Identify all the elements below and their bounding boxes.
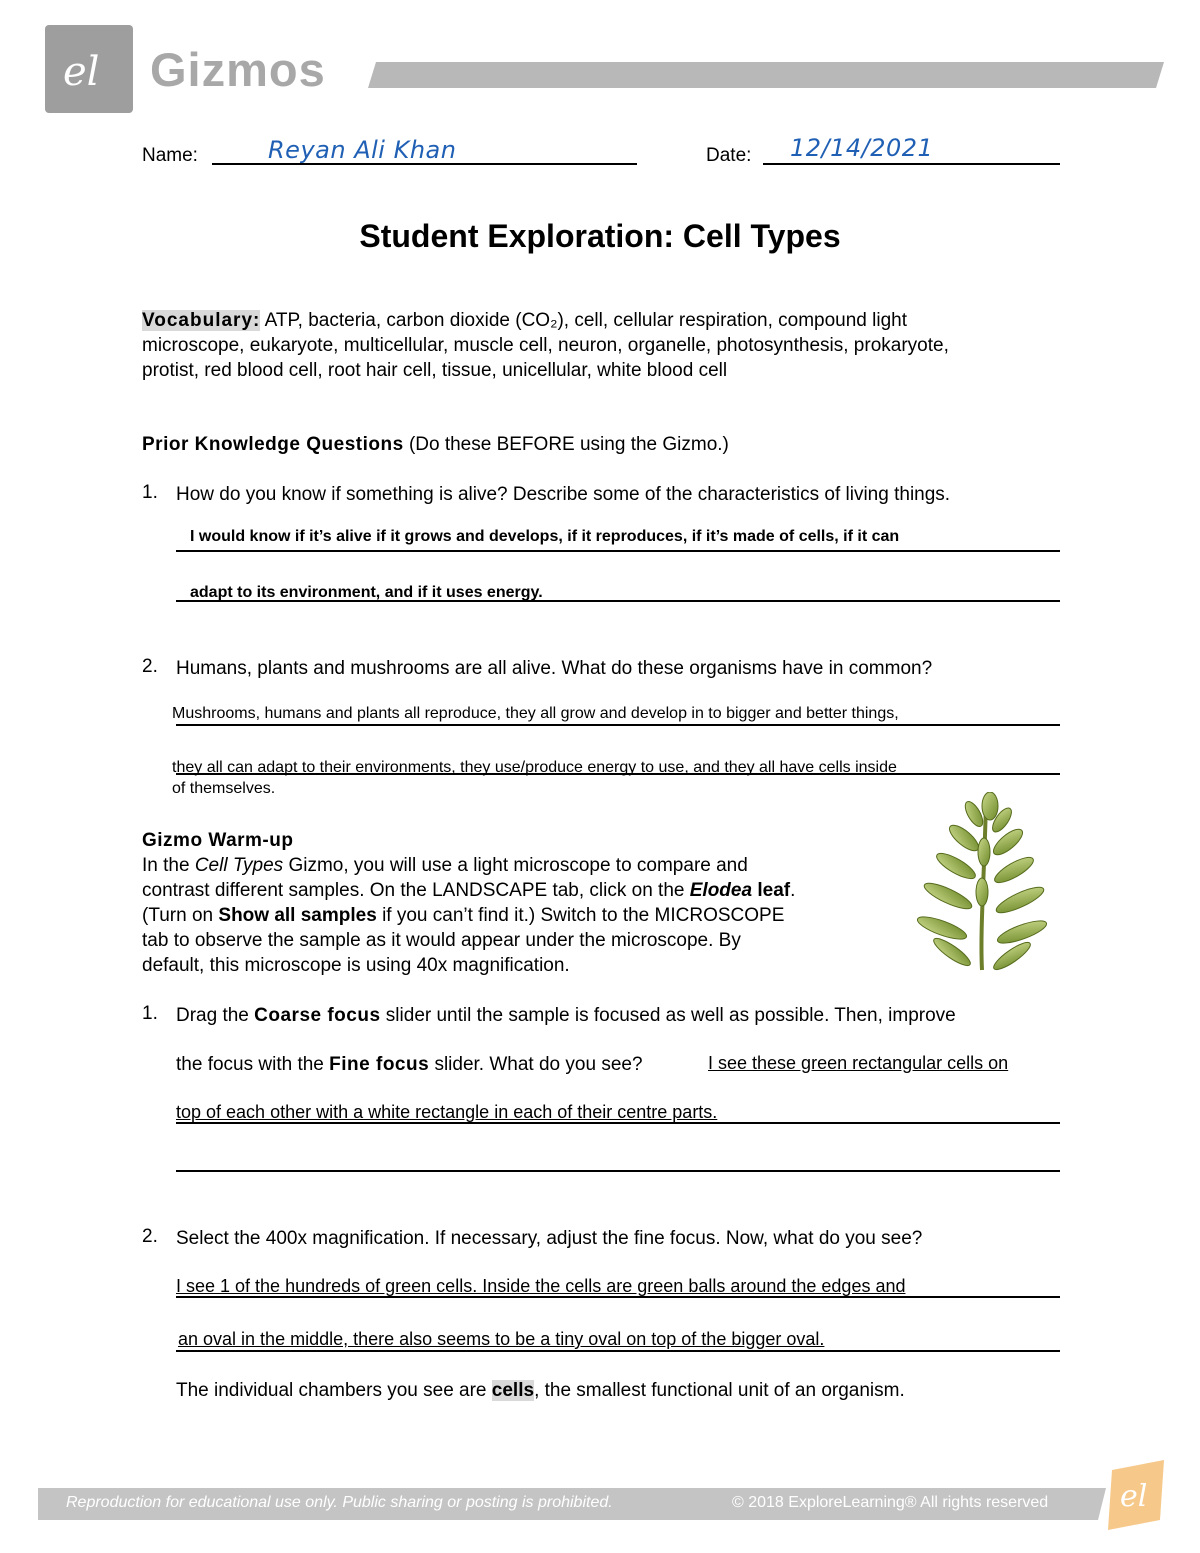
question-text: How do you know if something is alive? Describe some of the characteristics of living things. — [176, 484, 951, 505]
header-bar — [368, 62, 1164, 88]
warmup-line: In the Cell Types Gizmo, you will use a light microscope to compare and — [142, 855, 748, 876]
question-text: the focus with the Fine focus slider. What do you see? — [176, 1054, 643, 1075]
question-text: Humans, plants and mushrooms are all alive. What do these organisms have in common? — [176, 658, 933, 679]
answer-underline — [176, 1122, 1060, 1124]
question-number: 2. — [142, 656, 158, 677]
footer-copyright: © 2018 ExploreLearning® All rights reserved — [732, 1494, 1049, 1511]
warmup-heading: Gizmo Warm-up — [142, 830, 294, 851]
warmup-line: tab to observe the sample as it would appear under the microscope. By — [142, 930, 741, 951]
name-value[interactable]: Reyan Ali Khan — [268, 136, 457, 164]
elodea-plant-icon — [912, 792, 1052, 974]
fill-in-answer[interactable]: cells — [491, 1380, 535, 1401]
date-underline — [763, 163, 1060, 165]
explorelearning-footer-logo-icon — [1104, 1460, 1168, 1530]
svg-text:el: el — [63, 49, 100, 95]
question-number: 1. — [142, 1003, 158, 1024]
explorelearning-logo-icon — [45, 25, 133, 113]
page-title: Student Exploration: Cell Types — [359, 218, 841, 254]
answer-text[interactable]: I see 1 of the hundreds of green cells. Inside the cells are green balls around the edges and — [176, 1276, 906, 1296]
question-number: 1. — [142, 482, 158, 503]
answer-text[interactable]: I would know if it’s alive if it grows and develops, if it reproduces, if it’s made of cells, if it can — [190, 528, 900, 545]
prior-knowledge-heading — [142, 432, 729, 457]
svg-text:el: el — [1120, 1479, 1148, 1514]
answer-underline — [176, 1296, 1060, 1298]
question-text: Select the 400x magnification. If necessary, adjust the fine focus. Now, what do you see? — [176, 1228, 923, 1249]
answer-underline — [176, 773, 1060, 775]
question-text: Drag the Coarse focus slider until the sample is focused as well as possible. Then, improve — [176, 1005, 956, 1026]
answer-underline — [176, 724, 1060, 726]
answer-text[interactable]: adapt to its environment, and if it uses energy. — [190, 584, 543, 601]
answer-underline — [176, 1170, 1060, 1172]
prior-note: (Do these BEFORE using the Gizmo.) — [408, 434, 729, 455]
date-value[interactable]: 12/14/2021 — [790, 134, 934, 162]
footer-disclaimer: Reproduction for educational use only. Public sharing or posting is prohibited. — [66, 1494, 613, 1511]
vocabulary-section — [142, 308, 1072, 383]
vocabulary-text-2: microscope, eukaryote, multicellular, muscle cell, neuron, organelle, photosynthesis, prokaryote, — [142, 335, 949, 356]
answer-underline — [176, 600, 1060, 602]
answer-text[interactable]: I see these green rectangular cells on — [708, 1053, 1009, 1073]
vocabulary-text-3: protist, red blood cell, root hair cell, tissue, unicellular, white blood cell — [142, 360, 728, 381]
answer-text[interactable]: top of each other with a white rectangle in each of their centre parts. — [176, 1102, 718, 1122]
vocabulary-label: Vocabulary: — [142, 310, 261, 331]
answer-text[interactable]: they all can adapt to their environments, they use/produce energy to use, and they all have cells inside — [172, 759, 897, 776]
name-label: Name: — [142, 145, 198, 166]
answer-underline — [176, 550, 1060, 552]
vocabulary-text-1: ATP, bacteria, carbon dioxide (CO₂), cell, cellular respiration, compound light — [264, 310, 908, 331]
fill-in-sentence: The individual chambers you see are cells, the smallest functional unit of an organism. — [176, 1380, 905, 1401]
warmup-section — [142, 828, 902, 978]
answer-text[interactable]: of themselves. — [172, 780, 276, 797]
answer-underline — [176, 1350, 1060, 1352]
question-number: 2. — [142, 1226, 158, 1247]
date-label: Date: — [706, 145, 752, 166]
warmup-line: contrast different samples. On the LANDSCAPE tab, click on the Elodea leaf. — [142, 880, 796, 901]
warmup-line: default, this microscope is using 40x magnification. — [142, 955, 570, 976]
answer-text[interactable]: Mushrooms, humans and plants all reproduce, they all grow and develop in to bigger and better things, — [172, 705, 899, 722]
prior-heading: Prior Knowledge Questions — [142, 434, 404, 455]
answer-text[interactable]: an oval in the middle, there also seems to be a tiny oval on top of the bigger oval. — [178, 1329, 825, 1349]
warmup-line: (Turn on Show all samples if you can’t find it.) Switch to the MICROSCOPE — [142, 905, 785, 926]
brand-name: Gizmos — [150, 43, 326, 96]
